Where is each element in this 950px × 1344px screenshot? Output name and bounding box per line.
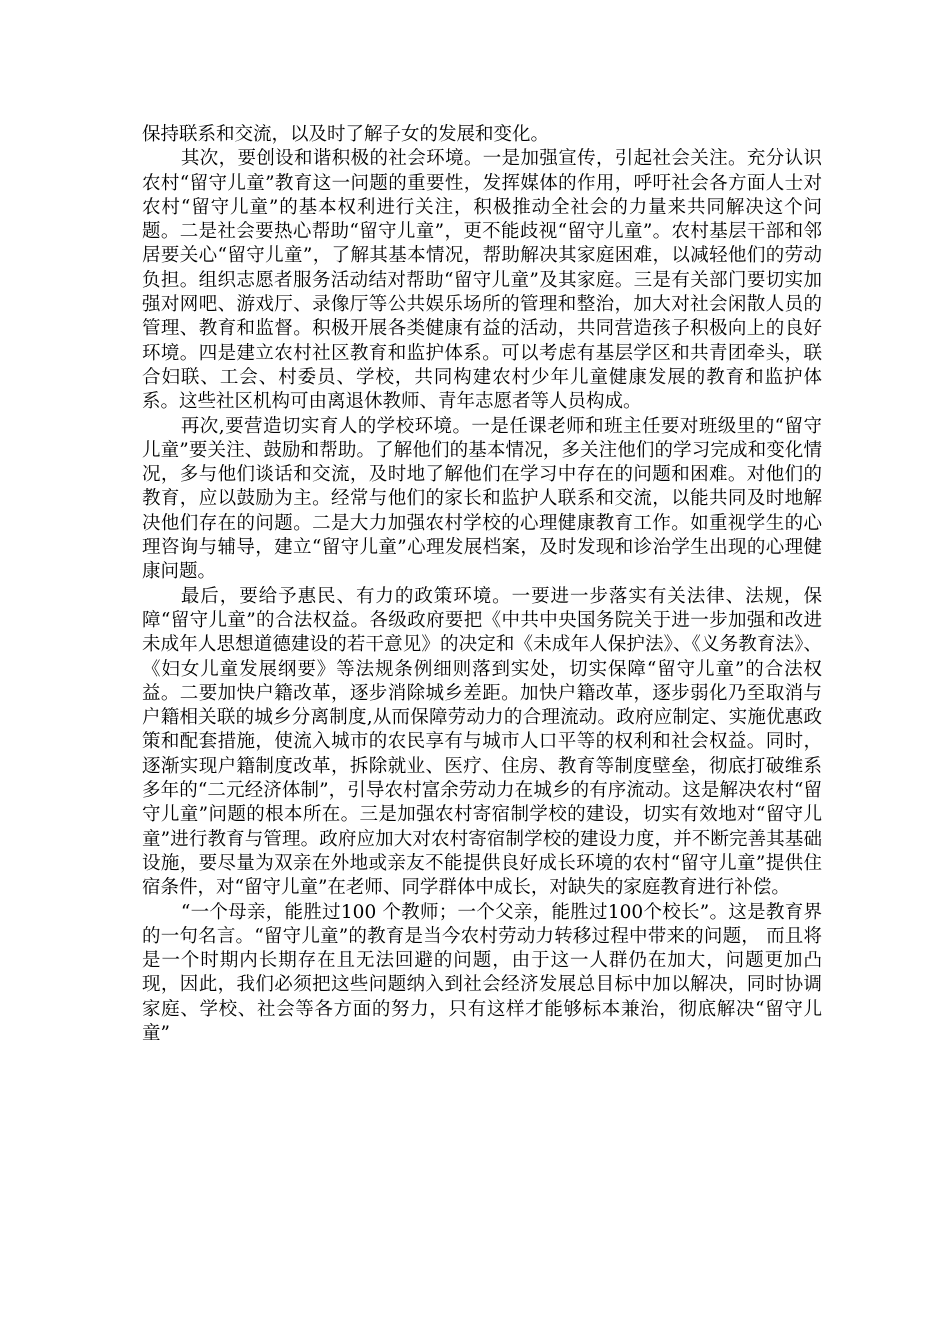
document-page [142,123,822,1046]
paragraph-continuation: 保持联系和交流，以及时了解子女的发展和变化。 [142,124,550,145]
paragraph-school-environment: 再次,要营造切实育人的学校环境。一是任课老师和班主任要对班级里的“留守儿童”要关注、鼓励和帮助。了解他们的基本情况，多关注他们的学习完成和变化情况，多与他们谈话和交流，及时地了解他们在学习中存在的问题和困难。对他们的教育，应以鼓励为主。经常与他们的家长和监护人联系和交流，以能共同及时地解决他们存在的问题。二是大力加强农村学校的心理健康教育工作。如重视学生的心理咨询与辅导，建立“留守儿童”心理发展档案，及时发现和诊治学生出现的心理健康问题。 [142,415,822,583]
paragraph-social-environment: 其次，要创设和谐积极的社会环境。一是加强宣传，引起社会关注。充分认识农村“留守儿童”教育这一问题的重要性，发挥媒体的作用，呼吁社会各方面人士对农村“留守儿童”的基本权利进行关注，积极推动全社会的力量来共同解决这个问题。二是社会要热心帮助“留守儿童”，更不能歧视“留守儿童”。农村基层干部和邻居要关心“留守儿童”，了解其基本情况，帮助解决其家庭困难，以减轻他们的劳动负担。组织志愿者服务活动结对帮助“留守儿童”及其家庭。三是有关部门要切实加强对网吧、游戏厅、录像厅等公共娱乐场所的管理和整治，加大对社会闲散人员的管理、教育和监督。积极开展各类健康有益的活动，共同营造孩子积极向上的良好环境。四是建立农村社区教育和监护体系。可以考虑有基层学区和共青团牵头，联合妇联、工会、村委员、学校，共同构建农村少年儿童健康发展的教育和监护体系。这些社区机构可由离退休教师、青年志愿者等人员构成。 [142,148,822,413]
paragraph-policy-environment: 最后，要给予惠民、有力的政策环境。一要进一步落实有关法律、法规，保障“留守儿童”的合法权益。各级政府要把《中共中央国务院关于进一步加强和改进未成年人思想道德建设的若干意见》的决定和《未成年人保护法》、《义务教育法》、《妇女儿童发展纲要》等法规条例细则落到实处，切实保障“留守儿童”的合法权益。二要加快户籍改革，逐步消除城乡差距。加快户籍改革，逐步弱化乃至取消与户籍相关联的城乡分离制度,从而保障劳动力的合理流动。政府应制定、实施优惠政策和配套措施，使流入城市的农民享有与城市人口平等的权利和社会权益。同时，逐渐实现户籍制度改革，拆除就业、医疗、住房、教育等制度壁垒，彻底打破维系多年的“二元经济体制”，引导农村富余劳动力在城乡的有序流动。这是解决农村“留守儿童”问题的根本所在。三是加强农村寄宿制学校的建设，切实有效地对“留守儿童”进行教育与管理。政府应加大对农村寄宿制学校的建设力度，并不断完善其基础设施，要尽量为双亲在外地或亲友不能提供良好成长环境的农村“留守儿童”提供住宿条件，对“留守儿童”在老师、同学群体中成长，对缺失的家庭教育进行补偿。 [142,585,822,899]
paragraph-conclusion: “一个母亲，能胜过100 个教师；一个父亲，能胜过100个校长”。这是教育界的一句名言。“留守儿童”的教育是当今农村劳动力转移过程中带来的问题， 而且将是一个时期内长期存在且无法回避的问题，由于这一人群仍在加大，问题更加凸现，因此，我们必须把这些问题纳入到社会经济发展总目标中加以解决，同时协调家庭、学校、社会等各方面的努力，只有这样才能够标本兼治，彻底解决“留守儿童” [142,901,822,1044]
